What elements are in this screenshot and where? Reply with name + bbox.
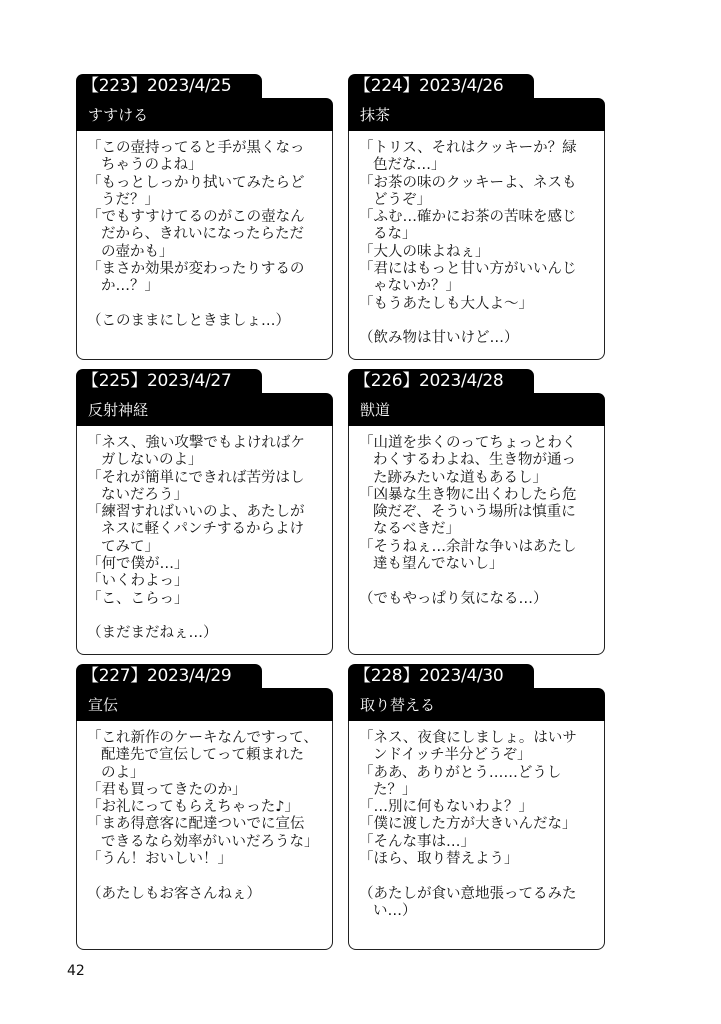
entry-card: [76, 664, 333, 950]
dialogue-line: 「そうねぇ…余計な争いはあたし: [359, 538, 577, 555]
spacer: [87, 608, 326, 625]
dialogue-line: か…？」: [101, 278, 159, 295]
dialogue-line: 配達先で宣伝してって頼まれた: [101, 747, 304, 764]
dialogue-line: どうぞ」: [373, 191, 431, 208]
dialogue-line: 「この壺持ってると手が黒くなっ: [87, 140, 305, 156]
dialogue-line: できるなら効率がいいだろうな」: [101, 833, 319, 850]
dialogue-line: 「凶暴な生き物に出くわしたら危: [359, 486, 577, 503]
dialogue-line: 「…別に何もないわよ？」: [359, 799, 533, 816]
dialogue-line: た跡みたいな道もあるし」: [373, 469, 547, 486]
dialogue-line: 「でもすすけてるのがこの壺なん: [87, 209, 305, 226]
dialogue-line: 「君にはもっと甘い方がいいんじ: [359, 261, 577, 278]
spacer: [359, 868, 598, 885]
spacer: [359, 313, 598, 330]
entry-title: 抹茶: [348, 98, 605, 131]
entry-title: 宣伝: [76, 688, 333, 721]
entry-title: 取り替える: [348, 688, 605, 721]
dialogue-line: 「もうあたしも大人よ〜」: [359, 295, 533, 312]
spacer: [87, 296, 326, 313]
dialogue-line: うだ？」: [101, 191, 159, 208]
dialogue-line: 「お礼にってもらえちゃった♪」: [87, 799, 299, 816]
dialogue-line: 「うん！おいしい！」: [87, 851, 232, 868]
dialogue-line: 「こ、こらっ」: [87, 590, 189, 607]
entry-card: [348, 664, 605, 950]
dialogue-line: 「僕に渡した方が大きいんだな」: [359, 816, 577, 833]
entry-body: [76, 131, 333, 360]
dialogue-line: 「お茶の味のクッキーよ、ネスも: [359, 174, 577, 191]
dialogue-line: 「もっとしっかり拭いてみたらど: [87, 174, 305, 191]
dialogue-line: 達も望んでないし」: [373, 556, 504, 573]
entry-title: 獣道: [348, 393, 605, 426]
dialogue-line: 「何で僕が…」: [87, 556, 189, 573]
entry-card: [348, 74, 605, 360]
dialogue-line: 「練習すればいいのよ、あたしが: [87, 504, 305, 521]
dialogue-line: 「まさか効果が変わったりするの: [87, 261, 305, 278]
entry-header: 【227】2023/4/29: [76, 664, 262, 688]
aside-line: （まだまだねぇ…）: [87, 625, 218, 642]
spacer: [87, 868, 326, 885]
dialogue-line: 「ああ、ありがとう……どうし: [359, 764, 562, 781]
entry-body: [348, 131, 605, 360]
dialogue-line: ないだろう」: [101, 486, 188, 503]
dialogue-line: ネスに軽くパンチするからよけ: [101, 521, 304, 538]
dialogue-line: 「ほら、取り替えよう」: [359, 851, 519, 868]
dialogue-line: 色だな…」: [373, 157, 446, 174]
entry-header: 【225】2023/4/27: [76, 369, 262, 393]
aside-line: い…）: [373, 902, 417, 919]
dialogue-line: なるべきだ」: [373, 521, 460, 538]
entry-header: 【226】2023/4/28: [348, 369, 534, 393]
entry-header: 【223】2023/4/25: [76, 74, 262, 98]
dialogue-line: ンドイッチ半分どうぞ」: [373, 747, 532, 764]
dialogue-line: わくするわよね、生き物が通っ: [373, 452, 576, 469]
entry-body: [76, 426, 333, 655]
dialogue-line: 「大人の味よねぇ」: [359, 243, 490, 260]
dialogue-line: た？」: [373, 781, 417, 798]
dialogue-line: 「ふむ…確かにお茶の苦味を感じ: [359, 209, 577, 226]
dialogue-line: 険だぞ、そういう場所は慎重に: [373, 504, 576, 521]
dialogue-line: 「ネス、強い攻撃でもよければケ: [87, 435, 305, 451]
dialogue-line: 「そんな事は…」: [359, 833, 475, 850]
entry-body: [76, 721, 333, 950]
dialogue-line: だから、きれいになったらただ: [101, 226, 304, 243]
dialogue-line: ゃないか？」: [373, 278, 460, 295]
aside-line: （あたしが食い意地張ってるみた: [359, 885, 577, 902]
entry-card: [348, 369, 605, 655]
entry-header: 【228】2023/4/30: [348, 664, 534, 688]
dialogue-line: 「まあ得意客に配達ついでに宣伝: [87, 816, 305, 833]
spacer: [359, 573, 598, 590]
dialogue-line: 「トリス、それはクッキーか？緑: [359, 140, 577, 156]
dialogue-line: 「これ新作のケーキなんですって、: [87, 730, 318, 746]
entry-card: [76, 369, 333, 655]
dialogue-line: のよ」: [101, 764, 145, 781]
dialogue-line: 「君も買ってきたのか」: [87, 781, 247, 798]
aside-line: （あたしもお客さんねぇ）: [87, 885, 261, 902]
entry-header: 【224】2023/4/26: [348, 74, 534, 98]
entry-body: [348, 426, 605, 655]
page-number: 42: [67, 963, 85, 979]
dialogue-line: るな」: [373, 226, 417, 243]
entry-card: [76, 74, 333, 360]
aside-line: （でもやっぱり気になる…）: [359, 590, 548, 607]
dialogue-line: てみて」: [101, 538, 159, 555]
entry-body: [348, 721, 605, 950]
dialogue-line: ガしないのよ」: [101, 452, 203, 469]
dialogue-line: 「それが簡単にできれば苦労はし: [87, 469, 305, 486]
aside-line: （このままにしときましょ…）: [87, 312, 290, 329]
dialogue-line: 「いくわよっ」: [87, 573, 189, 590]
entry-title: すすける: [76, 98, 333, 131]
aside-line: （飲み物は甘いけど…）: [359, 330, 519, 347]
dialogue-line: 「山道を歩くのってちょっとわく: [359, 435, 577, 451]
dialogue-line: ちゃうのよね」: [101, 157, 203, 174]
entry-title: 反射神経: [76, 393, 333, 426]
dialogue-line: 「ネス、夜食にしましょ。はいサ: [359, 730, 577, 746]
dialogue-line: の壺かも」: [101, 243, 174, 260]
